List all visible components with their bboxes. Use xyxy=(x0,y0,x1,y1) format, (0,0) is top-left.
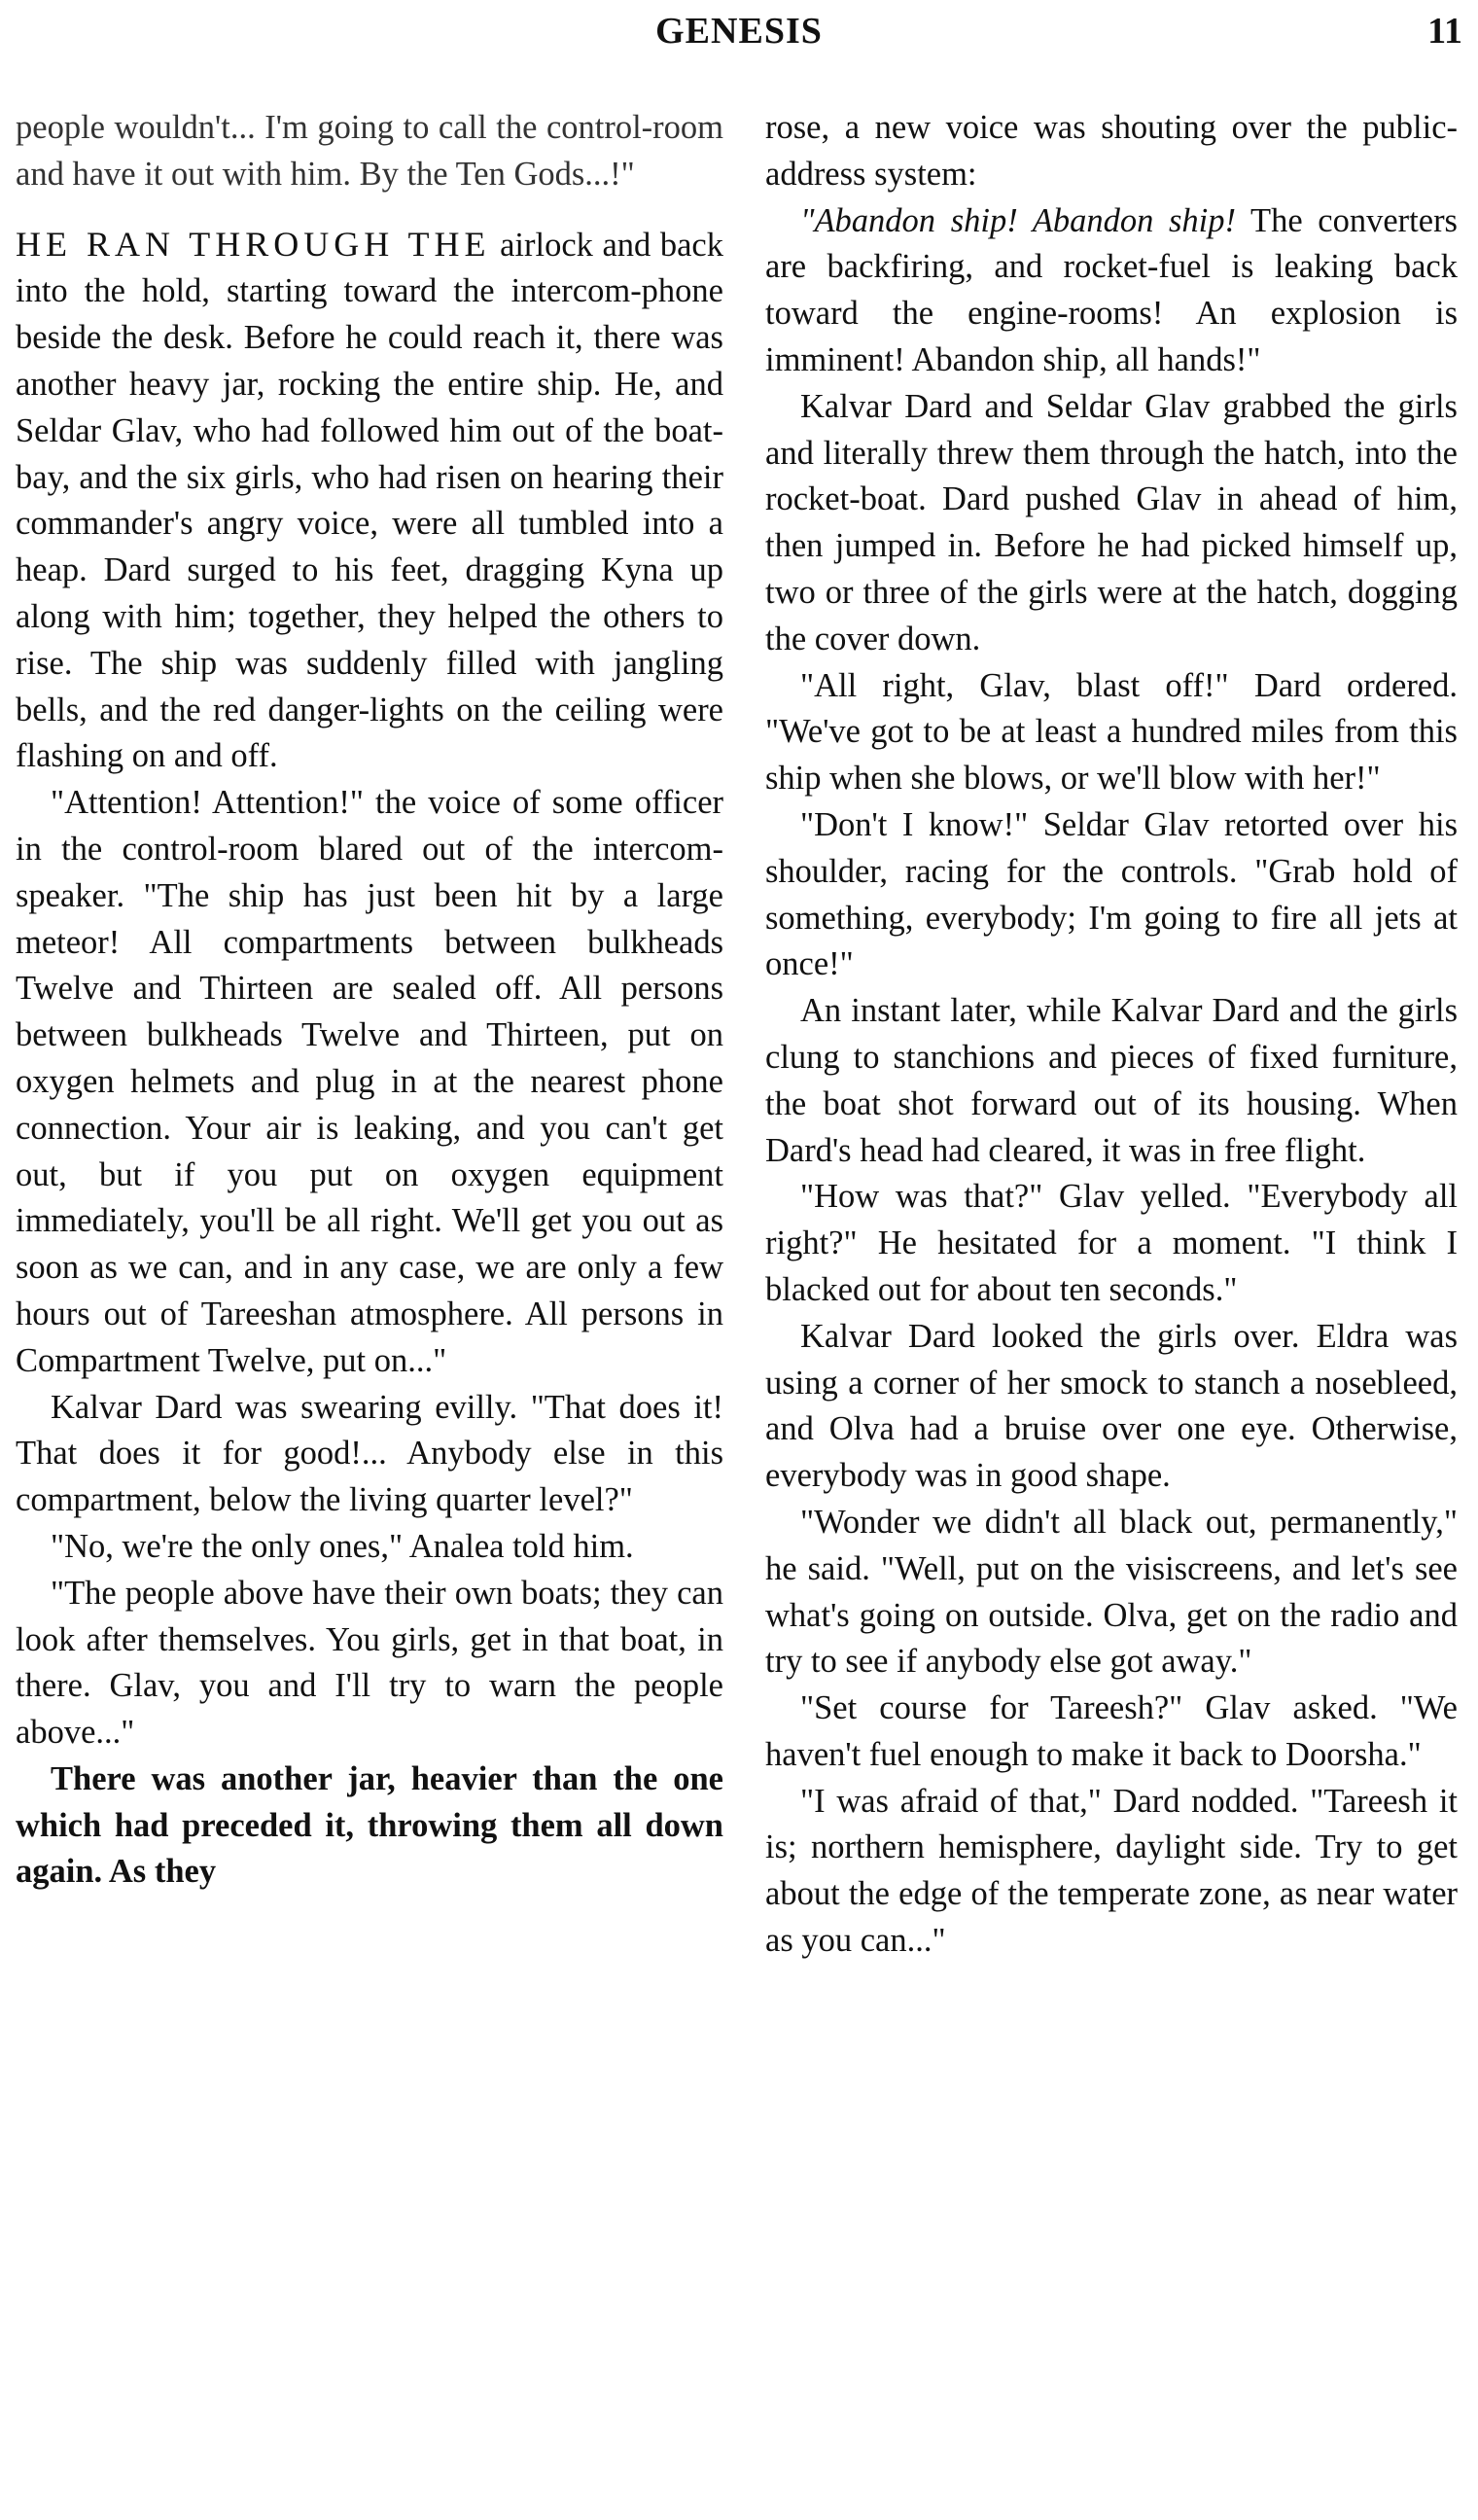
paragraph: "The people above have their own boats; they can look after themselves. You girls, get in that boat, in there. Glav, you and I'll try to warn the people above..." xyxy=(16,1574,723,1752)
running-head xyxy=(0,10,1478,58)
italic-shout: "Abandon ship! Abandon ship! xyxy=(800,201,1236,239)
right-column xyxy=(765,105,1458,1965)
paragraph: "Set course for Tareesh?" Glav asked. "We haven't fuel enough to make it back to Doorsha." xyxy=(765,1689,1458,1773)
paragraph: "Wonder we didn't all black out, permanently," he said. "Well, put on the visiscreens, and let's see what's going on outside. Olva, get on the radio and try to see if anybody else got away." xyxy=(765,1503,1458,1681)
page-number: 11 xyxy=(1427,11,1462,52)
section-opening-text: airlock and back into the hold, starting toward the intercom-phone beside the desk. Before he could reach it, there was another heavy jar, rocking the entire ship. He, and Seldar Glav, who had followed him out of the boat-bay, and the six girls, who had risen on hearing their commander's angry voice, were all tumbled into a heap. Dard surged to his feet, dragging Kyna up along with him; together, they helped the others to rise. The ship was suddenly filled with jangling bells, and the red danger-lights on the ceiling were flashing on and off. xyxy=(16,226,723,775)
paragraph: "No, we're the only ones," Analea told him. xyxy=(51,1527,634,1565)
paragraph-text: The converters are backfiring, and rocket-fuel is leaking back toward the engine-rooms! An explosion is imminent! Abandon ship, all hands!" xyxy=(765,201,1458,378)
paragraph: An instant later, while Kalvar Dard and the girls clung to stanchions and pieces of fixed furniture, the boat shot forward out of its housing. When Dard's head had cleared, it was in free flight. xyxy=(765,992,1458,1169)
paragraph: Kalvar Dard was swearing evilly. "That does it! That does it for good!... Anybody else in this compartment, below the living quarter level?" xyxy=(16,1388,723,1519)
paragraph: Kalvar Dard looked the girls over. Eldra was using a corner of her smock to stanch a nosebleed, and Olva had a bruise over one eye. Otherwise, everybody was in good shape. xyxy=(765,1317,1458,1495)
paragraph: There was another jar, heavier than the one which had preceded it, throwing them all down again. As they xyxy=(16,1759,723,1891)
section-lead-caps: HE RAN THROUGH THE xyxy=(16,224,491,264)
paragraph xyxy=(765,198,1458,384)
paragraph: "How was that?" Glav yelled. "Everybody all right?" He hesitated for a moment. "I think I blacked out for about ten seconds." xyxy=(765,1178,1458,1308)
running-title: GENESIS xyxy=(655,11,823,52)
paragraph: "All right, Glav, blast off!" Dard ordered. "We've got to be at least a hundred miles from this ship when she blows, or we'll blow with her!" xyxy=(765,666,1458,798)
paragraph: Kalvar Dard and Seldar Glav grabbed the girls and literally threw them through the hatch, into the rocket-boat. Dard pushed Glav in ahead of him, then jumped in. Before he had picked himself up, two or three of the girls were at the hatch, dogging the cover down. xyxy=(765,387,1458,657)
paragraph: "I was afraid of that," Dard nodded. "Tareesh it is; northern hemisphere, daylight side. Try to get about the edge of the temperate zone, as near water as you can..." xyxy=(765,1782,1458,1960)
left-column xyxy=(16,105,723,1896)
paragraph: "Don't I know!" Seldar Glav retorted over his shoulder, racing for the controls. "Grab hold of something, everybody; I'm going to fire all jets at once!" xyxy=(765,805,1458,983)
paragraph: people wouldn't... I'm going to call the control-room and have it out with him. By the Ten Gods...!" xyxy=(16,109,723,193)
paragraph: rose, a new voice was shouting over the public-address system: xyxy=(765,109,1458,193)
paragraph: "Attention! Attention!" the voice of some officer in the control-room blared out of the intercom-speaker. "The ship has just been hit by a large meteor! All compartments between bulkheads Twelve and Thirteen are sealed off. All persons between bulkheads Twelve and Thirteen, put on oxygen helmets and plug in at the nearest phone connection. Your air is leaking, and you can't get out, but if you put on oxygen equipment immediately, you'll be all right. We'll get you out as soon as we can, and in any case, we are only a few hours out of Tareeshan atmosphere. All persons in Compartment Twelve, put on..." xyxy=(16,784,723,1379)
section-opening-paragraph xyxy=(16,222,723,781)
